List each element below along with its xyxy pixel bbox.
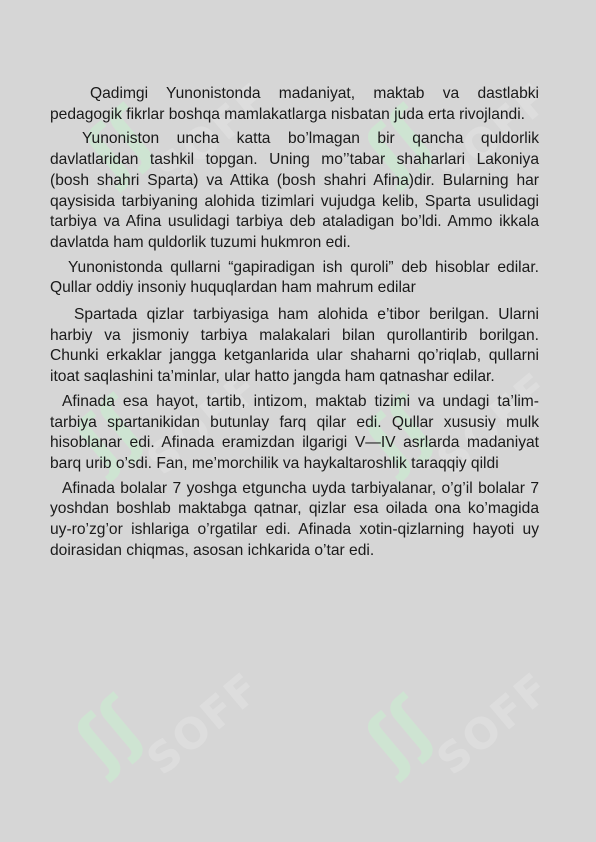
watermark-symbol: ʃʃ	[350, 682, 448, 784]
watermark-logo	[350, 662, 560, 790]
watermark-text: SOFF	[137, 362, 270, 485]
paragraph: Yunoniston uncha katta bo’lmagan bir qancha quldorlik davlatlaridan tashkil topgan. Uning mo’’tabar shaharlari Lakoniya (bosh shahri Sparta) va Attika (bosh shahri Afina)dir. Bularning har qaysisida tarbiyaning alohida tizimlari vujudga kelib, Sparta usulidagi tarbiya va Afina usulidagi tarbiya deb ataladigan bo’ldi. Ammo ikkala davlatda ham quldorlik tuzumi hukmron edi.	[50, 130, 539, 251]
watermark-text: SOFF	[147, 72, 280, 195]
paragraph: Afinada esa hayot, tartib, intizom, maktab tizimi va undagi ta’lim-tarbiya spartanikidan butunlay farq qilar edi. Qullar xususiy mulk hisoblanar edi. Afinada eramizdan ilgarigi V—IV asrlarda madaniyat barq urib o’sdi. Fan, me’morchilik va haykaltaroshlik taraqqiy qildi	[50, 392, 539, 472]
watermark-symbol: ʃʃ	[350, 92, 448, 194]
watermark-text: SOFF	[427, 72, 560, 195]
paragraph: Qadimgi Yunonistonda madaniyat, maktab va dastlabki pedagogik fikrlar boshqa mamlakatlarga nisbatan juda erta rivojlandi.	[50, 85, 539, 123]
watermark-text: SOFF	[427, 362, 560, 485]
watermark-symbol: ʃʃ	[60, 682, 158, 784]
paragraph: Yunonistonda qullarni “gapiradigan ish quroli” deb hisoblar edilar. Qullar oddiy insoniy huquqlardan ham mahrum edilar	[50, 258, 539, 297]
watermark-symbol: ʃʃ	[350, 382, 448, 484]
paragraph: Afinada bolalar 7 yoshga etguncha uyda tarbiyalanar, o’g’il bolalar 7 yoshdan boshlab maktabga qatnar, qizlar esa oilada ona ko’magida uy-ro’zg’or ishlariga o’rgatilar edi. Afinada xotin-qizlarning hayoti uy doirasidan chiqmas, asosan ichkarida o’tar edi.	[50, 479, 539, 559]
watermark-text: SOFF	[427, 662, 560, 785]
watermark-symbol: ʃʃ	[60, 382, 158, 484]
watermark-symbol: ʃʃ	[70, 92, 168, 194]
paragraph: Spartada qizlar tarbiyasiga ham alohida e’tibor berilgan. Ularni harbiy va jismoniy tarbiya malakalari bilan qurollantirib borilgan. Chunki erkaklar jangga ketganlarida ular shaharni qo’riqlab, qullarni itoat saqlashini ta’minlar, ular hatto jangda ham qatnashar edilar.	[50, 306, 539, 386]
watermark-text: SOFF	[137, 662, 270, 785]
document-body	[50, 84, 539, 565]
watermark-logo	[60, 662, 270, 790]
